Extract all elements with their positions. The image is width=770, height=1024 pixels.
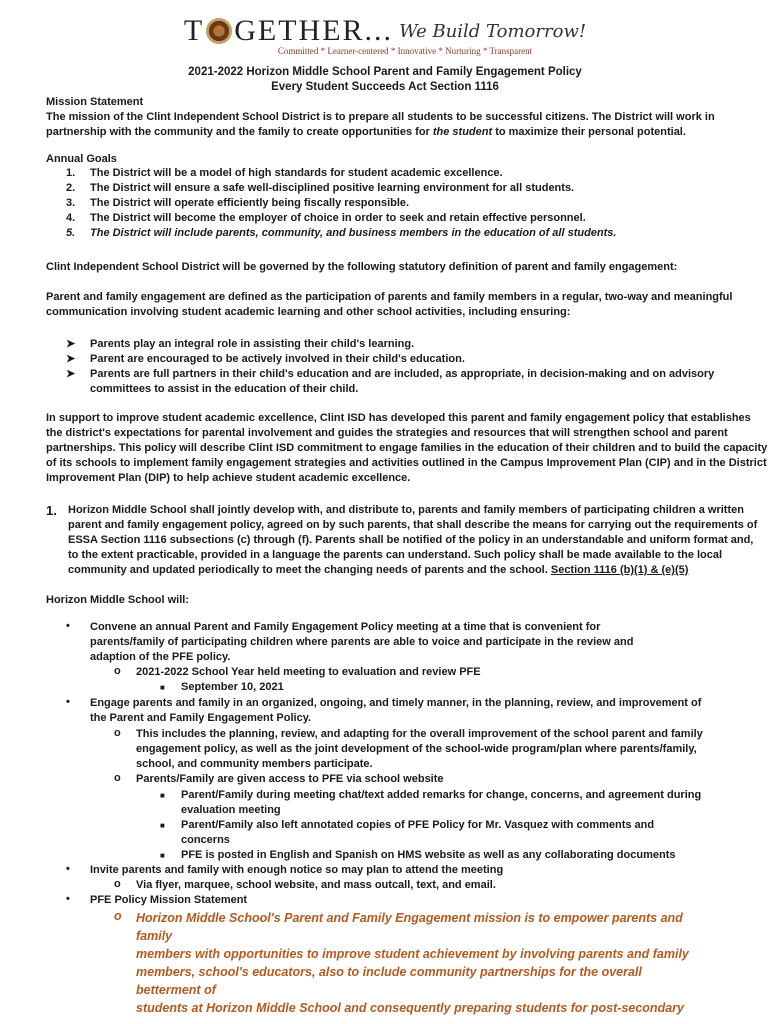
letterhead <box>0 14 770 56</box>
sub-bullet-line: Via flyer, marquee, school website, and mass outcall, text, and email. <box>136 879 496 891</box>
subsub-bullet-line: PFE is posted in English and Spanish on HMS website as well as any collaborating documents <box>181 849 676 861</box>
subsub-bullet-line: evaluation meeting <box>181 804 281 816</box>
definition-line: communication involving student academic learning and other school activities, including ensuring: <box>46 306 571 318</box>
ensuring-item: ➤ Parent are encouraged to be actively involved in their child's education. <box>66 352 716 367</box>
bullet-line: adaption of the PFE policy. <box>90 651 231 663</box>
mission-line <box>46 125 686 140</box>
bullet-icon: • <box>66 893 70 905</box>
square-bullet-icon: ■ <box>160 683 165 692</box>
mission-statement-line: members with opportunities to improve student achievement by involving parents and family <box>136 947 689 961</box>
sub-bullet-icon: o <box>114 665 121 677</box>
logo-prefix: T <box>183 14 205 47</box>
bullet-line: parents/family of participating children where parents are able to voice and participate in the review and <box>90 636 634 648</box>
subsub-bullet-line: Parent/Family during meeting chat/text added remarks for change, concerns, and agreement during <box>181 789 702 801</box>
goals-list <box>66 166 616 241</box>
bullet-line: Invite parents and family with enough notice so may plan to attend the meeting <box>90 864 504 876</box>
subsub-bullet-line: Parent/Family also left annotated copies of PFE Policy for Mr. Vasquez with comments and <box>181 819 655 831</box>
goal-item: 3. The District will operate efficiently being fiscally responsible. <box>66 197 410 209</box>
logo-suffix: GETHER... <box>234 14 394 47</box>
logo <box>184 14 586 48</box>
goals-heading: Annual Goals <box>46 153 117 165</box>
goal-item: 4. The District will become the employer of choice in order to seek and retain effective personnel. <box>66 212 586 224</box>
ensuring-item: ➤ Parents are full partners in their child's education and are included, as appropriate, in decision-making and on advisory committees to assist in the education of their child. <box>66 367 716 397</box>
sub-bullet-line: school, and community members participate. <box>136 758 373 770</box>
sub-bullet-icon: o <box>114 878 121 890</box>
mission-heading: Mission Statement <box>46 96 144 108</box>
section-line: parent and family engagement policy, agreed on by such parents, that shall describe the means for carrying out the requirements of <box>68 519 758 531</box>
mission-emphasis: the student <box>432 126 493 138</box>
section-line: Horizon Middle School shall jointly develop with, and distribute to, parents and family members of participating children a written <box>68 504 744 516</box>
sub-bullet-icon: o <box>114 772 121 784</box>
subsub-bullet-line: concerns <box>181 834 230 846</box>
district-seal-icon <box>206 18 232 44</box>
mission-statement-line: Horizon Middle School's Parent and Family Engagement mission is to empower parents and family <box>136 911 683 943</box>
bullet-icon: • <box>66 696 70 708</box>
support-line: of its schools to implement family engagement strategies and activities outlined in the Campus Improvement Plan (CIP) and in the District <box>46 457 767 469</box>
horizon-will-heading: Horizon Middle School will: <box>46 594 189 606</box>
bullet-line: PFE Policy Mission Statement <box>90 894 248 906</box>
bullet-line: the Parent and Family Engagement Policy. <box>90 712 312 724</box>
tagline: We Build Tomorrow! <box>399 20 587 42</box>
mission-line: The mission of the Clint Independent School District is to prepare all students to be successful citizens. The District will work in <box>46 111 715 123</box>
section-number: 1. <box>46 503 57 518</box>
bullet-icon: • <box>66 620 70 632</box>
governed-statement: Clint Independent School District will be governed by the following statutory definition of parent and family engagement: <box>46 261 678 273</box>
section-citation: Section 1116 (b)(1) & (e)(5) <box>550 564 689 576</box>
mission-statement-line: students at Horizon Middle School and consequently preparing students for post-secondary <box>136 1001 684 1015</box>
square-bullet-icon: ■ <box>160 851 165 860</box>
section-line <box>68 563 688 578</box>
square-bullet-icon: ■ <box>160 821 165 830</box>
support-line: Improvement Plan (DIP) to help achieve student academic excellence. <box>46 472 411 484</box>
document-subtitle: Every Student Succeeds Act Section 1116 <box>271 81 499 93</box>
goal-item: 1. The District will be a model of high standards for student academic excellence. <box>66 167 503 179</box>
goal-item: 5. The District will include parents, community, and business members in the education of all students. <box>66 227 617 239</box>
sub-bullet-icon: o <box>114 727 121 739</box>
section-text: community and updated periodically to meet the changing needs of parents and the school. <box>68 564 551 576</box>
ensuring-item: ➤ Parents play an integral role in assisting their child's learning. <box>66 337 716 352</box>
goal-item: 2. The District will ensure a safe well-disciplined positive learning environment for all students. <box>66 182 575 194</box>
values-line: Committed * Learner-centered * Innovative * Nurturing * Transparent <box>277 46 533 56</box>
section-line: to the extent practicable, provided in a language the parents can understand. Such policy shall be made available to the local <box>68 549 723 561</box>
mission-text: partnership with the community and the family to create opportunities for <box>46 126 433 138</box>
sub-bullet-line: 2021-2022 School Year held meeting to evaluation and review PFE <box>136 666 481 678</box>
support-line: In support to improve student academic excellence, Clint ISD has developed this parent and family engagement policy that establishes <box>46 412 751 424</box>
subsub-bullet-line: September 10, 2021 <box>181 681 284 693</box>
section-line: ESSA Section 1116 subsections (c) through (f). Parents shall be notified of the policy in an understandable and uniform format and, <box>68 534 754 546</box>
sub-bullet-line: engagement policy, as well as the joint development of the school-wide program/plan where parents/family, <box>136 743 697 755</box>
document-title: 2021-2022 Horizon Middle School Parent and Family Engagement Policy <box>188 66 582 78</box>
bullet-line: Convene an annual Parent and Family Engagement Policy meeting at a time that is convenient for <box>90 621 601 633</box>
sub-bullet-line: Parents/Family are given access to PFE via school website <box>136 773 444 785</box>
ensuring-list <box>66 337 716 397</box>
definition-line: Parent and family engagement are defined as the participation of parents and family members in a regular, two-way and meaningful <box>46 291 733 303</box>
pfe-mission-statement <box>136 909 696 1017</box>
mission-text: to maximize their personal potential. <box>492 126 686 138</box>
support-line: the district's expectations for parental involvement and guides the strategies and resources that will strengthen school and parent <box>46 427 728 439</box>
support-line: partnerships. This policy will describe Clint ISD commitment to engage families in the education of their children and to build the capacity <box>46 442 768 454</box>
bullet-line: Engage parents and family in an organized, ongoing, and timely manner, in the planning, review, and improvement of <box>90 697 702 709</box>
sub-bullet-line: This includes the planning, review, and adapting for the overall improvement of the school parent and family <box>136 728 703 740</box>
square-bullet-icon: ■ <box>160 791 165 800</box>
bullet-icon: • <box>66 863 70 875</box>
sub-bullet-icon: o <box>114 909 122 923</box>
mission-statement-line: members, school's educators, also to include community partnerships for the overall betterment of <box>136 965 642 997</box>
